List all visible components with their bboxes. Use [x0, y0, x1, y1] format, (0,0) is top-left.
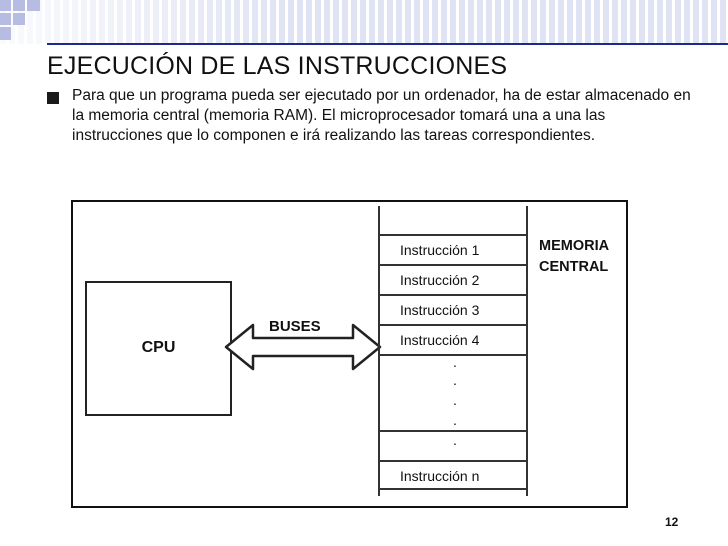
corner-square — [0, 13, 11, 25]
ellipsis-dot: . — [453, 392, 457, 408]
header-stripes — [0, 0, 728, 44]
cpu-box — [85, 281, 232, 416]
page-number: 12 — [665, 515, 679, 529]
memory-cell: Instrucción 4 — [380, 326, 526, 356]
corner-square — [0, 0, 11, 11]
memory-cell-empty — [380, 206, 526, 236]
memory-label-line2: CENTRAL — [539, 259, 609, 275]
corner-square — [27, 0, 40, 11]
memory-cell: Instrucción 1 — [380, 236, 526, 266]
bullet-square-icon — [47, 92, 59, 104]
ellipsis-dot: . — [453, 354, 457, 370]
ellipsis-dot: . — [453, 412, 457, 428]
memory-cell-top-border — [380, 430, 526, 460]
memory-diagram — [71, 200, 628, 508]
memory-cell: Instrucción n — [380, 460, 526, 490]
corner-square — [13, 0, 25, 11]
title-rule — [47, 43, 728, 45]
corner-square — [0, 27, 11, 40]
memory-cell: Instrucción 3 — [380, 296, 526, 326]
bullet-text: Para que un programa pueda ser ejecutado por un ordenador, ha de estar almacenado en la memoria central (memoria RAM). El microprocesador tomará una a una las instrucciones que lo componen e irá realizando las tareas correspondientes. — [72, 87, 691, 144]
corner-square — [13, 13, 25, 25]
memory-cell: Instrucción 2 — [380, 266, 526, 296]
ellipsis-dot: . — [453, 372, 457, 388]
ellipsis-dot: . — [453, 432, 457, 448]
memory-column — [378, 206, 528, 496]
memory-label — [539, 236, 609, 278]
cpu-label: CPU — [141, 339, 176, 356]
page-title: EJECUCIÓN DE LAS INSTRUCCIONES — [47, 52, 508, 80]
buses-label: BUSES — [269, 318, 321, 335]
memory-label-line1: MEMORIA — [539, 238, 610, 254]
